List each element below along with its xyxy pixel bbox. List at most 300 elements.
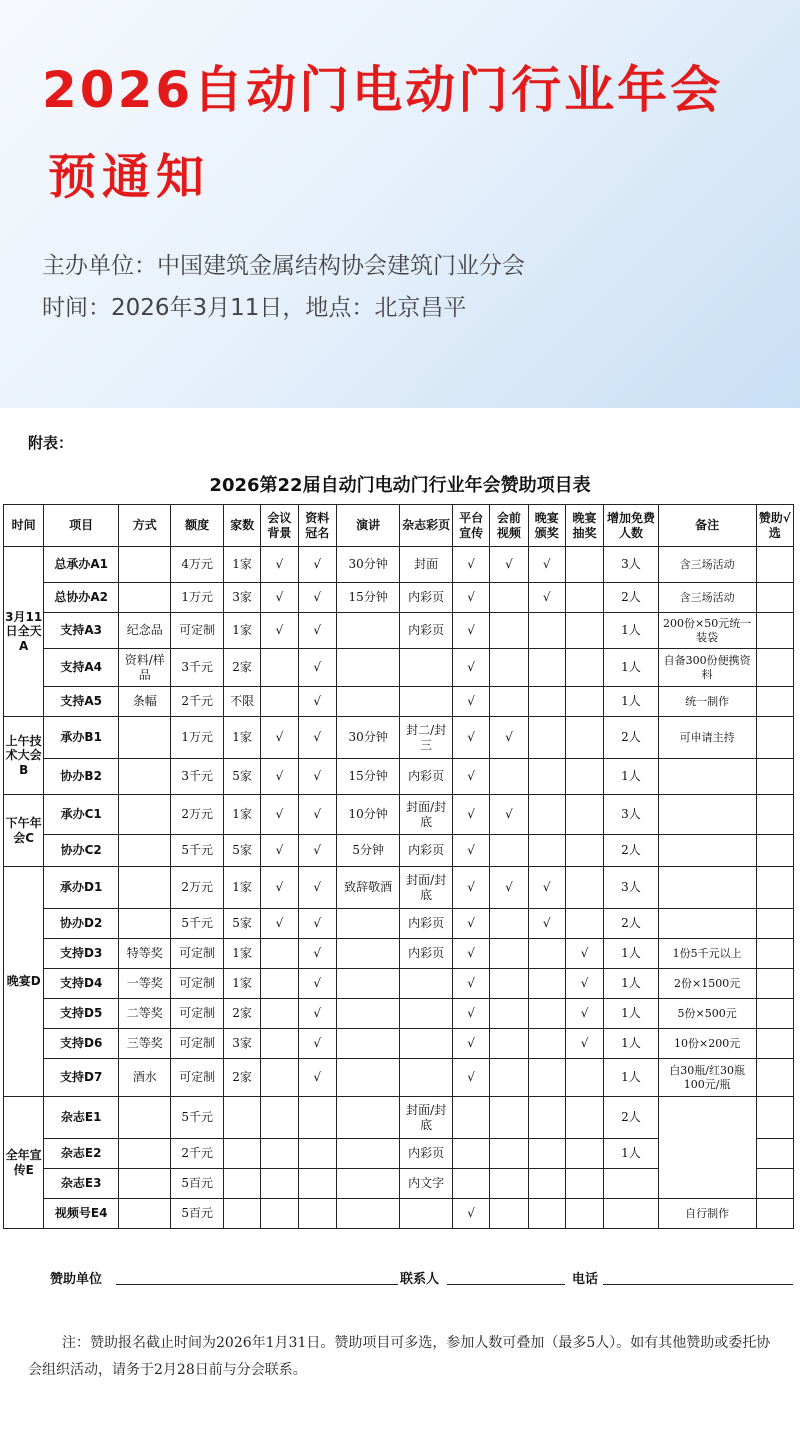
header-cell: 时间 <box>4 505 44 547</box>
bg-cell <box>261 1097 298 1139</box>
speech-cell: 15分钟 <box>336 583 400 613</box>
mag-cell: 内文字 <box>400 1169 452 1199</box>
note-cell <box>658 835 756 867</box>
amount-cell: 5千元 <box>171 835 223 867</box>
lottery-cell <box>565 1199 603 1229</box>
lottery-cell: √ <box>565 999 603 1029</box>
lottery-cell <box>565 547 603 583</box>
count-cell: 1家 <box>223 547 260 583</box>
video-cell <box>490 759 528 795</box>
amount-cell: 5千元 <box>171 909 223 939</box>
lottery-cell <box>565 1097 603 1139</box>
people-cell: 2人 <box>604 909 658 939</box>
phone-input-line[interactable] <box>603 1284 793 1285</box>
table-row <box>4 999 794 1029</box>
platform-cell: √ <box>452 717 489 759</box>
lottery-cell <box>565 1139 603 1169</box>
header-cell: 备注 <box>658 505 756 547</box>
table-row <box>4 909 794 939</box>
table-row <box>4 583 794 613</box>
award-cell <box>528 1059 565 1097</box>
item-cell: 承办C1 <box>44 795 119 835</box>
platform-cell: √ <box>452 583 489 613</box>
naming-cell: √ <box>298 583 336 613</box>
naming-cell: √ <box>298 687 336 717</box>
note-cell <box>658 1097 756 1199</box>
mag-cell: 内彩页 <box>400 1139 452 1169</box>
bg-cell: √ <box>261 835 298 867</box>
item-cell: 总承办A1 <box>44 547 119 583</box>
note-cell: 含三场活动 <box>658 583 756 613</box>
platform-cell <box>452 1169 489 1199</box>
naming-cell: √ <box>298 759 336 795</box>
method-cell: 一等奖 <box>119 969 171 999</box>
amount-cell: 可定制 <box>171 939 223 969</box>
video-cell <box>490 583 528 613</box>
speech-cell <box>336 649 400 687</box>
bg-cell: √ <box>261 795 298 835</box>
header-cell: 晚宴抽奖 <box>565 505 603 547</box>
table-row <box>4 1059 794 1097</box>
naming-cell <box>298 1097 336 1139</box>
lottery-cell <box>565 759 603 795</box>
select-checkbox-cell[interactable] <box>756 687 793 717</box>
speech-cell <box>336 999 400 1029</box>
award-cell <box>528 999 565 1029</box>
table-header-row <box>4 505 794 547</box>
platform-cell: √ <box>452 867 489 909</box>
bg-cell <box>261 969 298 999</box>
speech-cell <box>336 1029 400 1059</box>
count-cell: 1家 <box>223 717 260 759</box>
video-cell <box>490 613 528 649</box>
people-cell: 2人 <box>604 835 658 867</box>
header-cell: 项目 <box>44 505 119 547</box>
select-checkbox-cell[interactable] <box>756 867 793 909</box>
bg-cell <box>261 999 298 1029</box>
note-cell: 含三场活动 <box>658 547 756 583</box>
award-cell <box>528 795 565 835</box>
lottery-cell <box>565 909 603 939</box>
speech-cell <box>336 1059 400 1097</box>
platform-cell: √ <box>452 795 489 835</box>
attachment-label: 附表： <box>28 434 74 452</box>
mag-cell: 封二/封三 <box>400 717 452 759</box>
count-cell: 1家 <box>223 795 260 835</box>
people-cell: 1人 <box>604 939 658 969</box>
speech-cell <box>336 909 400 939</box>
bg-cell: √ <box>261 547 298 583</box>
count-cell: 1家 <box>223 613 260 649</box>
method-cell <box>119 909 171 939</box>
bg-cell: √ <box>261 583 298 613</box>
count-cell: 2家 <box>223 1059 260 1097</box>
bg-cell <box>261 1029 298 1059</box>
group-cell: 3月11日全天A <box>4 547 44 717</box>
select-checkbox-cell[interactable] <box>756 583 793 613</box>
page-title: 2026自动门电动门行业年会 <box>42 61 724 119</box>
mag-cell: 内彩页 <box>400 583 452 613</box>
contact-input-line[interactable] <box>447 1284 565 1285</box>
table-row <box>4 687 794 717</box>
item-cell: 支持D6 <box>44 1029 119 1059</box>
award-cell <box>528 613 565 649</box>
select-checkbox-cell[interactable] <box>756 939 793 969</box>
award-cell <box>528 835 565 867</box>
people-cell: 1人 <box>604 613 658 649</box>
header-banner <box>0 0 800 408</box>
method-cell: 条幅 <box>119 687 171 717</box>
lottery-cell <box>565 835 603 867</box>
award-cell <box>528 649 565 687</box>
video-cell <box>490 909 528 939</box>
speech-cell <box>336 1199 400 1229</box>
select-checkbox-cell[interactable] <box>756 999 793 1029</box>
lottery-cell <box>565 795 603 835</box>
naming-cell: √ <box>298 999 336 1029</box>
platform-cell: √ <box>452 1029 489 1059</box>
count-cell: 2家 <box>223 999 260 1029</box>
naming-cell: √ <box>298 795 336 835</box>
amount-cell: 3千元 <box>171 649 223 687</box>
mag-cell: 内彩页 <box>400 759 452 795</box>
method-cell <box>119 583 171 613</box>
method-cell <box>119 795 171 835</box>
mag-cell: 内彩页 <box>400 939 452 969</box>
amount-cell: 3千元 <box>171 759 223 795</box>
video-cell <box>490 1169 528 1199</box>
note-cell: 自备300份便携资料 <box>658 649 756 687</box>
method-cell: 酒水 <box>119 1059 171 1097</box>
note-cell: 自行制作 <box>658 1199 756 1229</box>
platform-cell: √ <box>452 909 489 939</box>
item-cell: 杂志E2 <box>44 1139 119 1169</box>
bg-cell <box>261 1199 298 1229</box>
amount-cell: 可定制 <box>171 1059 223 1097</box>
header-cell: 会前视频 <box>490 505 528 547</box>
item-cell: 支持D7 <box>44 1059 119 1097</box>
lottery-cell: √ <box>565 1029 603 1059</box>
video-cell <box>490 1059 528 1097</box>
platform-cell: √ <box>452 835 489 867</box>
header-cell: 方式 <box>119 505 171 547</box>
count-cell <box>223 1199 260 1229</box>
people-cell: 2人 <box>604 583 658 613</box>
count-cell: 3家 <box>223 583 260 613</box>
naming-cell: √ <box>298 835 336 867</box>
people-cell: 1人 <box>604 759 658 795</box>
mag-cell: 封面/封底 <box>400 867 452 909</box>
bg-cell: √ <box>261 613 298 649</box>
item-cell: 协办B2 <box>44 759 119 795</box>
item-cell: 视频号E4 <box>44 1199 119 1229</box>
item-cell: 支持A3 <box>44 613 119 649</box>
amount-cell: 5百元 <box>171 1169 223 1199</box>
count-cell: 1家 <box>223 867 260 909</box>
table-row <box>4 1029 794 1059</box>
header-cell: 杂志彩页 <box>400 505 452 547</box>
platform-cell <box>452 1139 489 1169</box>
mag-cell <box>400 687 452 717</box>
note-cell: 可申请主持 <box>658 717 756 759</box>
mag-cell: 内彩页 <box>400 835 452 867</box>
amount-cell: 4万元 <box>171 547 223 583</box>
naming-cell <box>298 1139 336 1169</box>
select-checkbox-cell[interactable] <box>756 717 793 759</box>
lottery-cell <box>565 1169 603 1199</box>
count-cell: 5家 <box>223 759 260 795</box>
naming-cell <box>298 1199 336 1229</box>
count-cell: 不限 <box>223 687 260 717</box>
count-cell <box>223 1097 260 1139</box>
amount-cell: 1万元 <box>171 583 223 613</box>
count-cell: 2家 <box>223 649 260 687</box>
video-cell <box>490 969 528 999</box>
people-cell: 1人 <box>604 1139 658 1169</box>
platform-cell: √ <box>452 939 489 969</box>
amount-cell: 1万元 <box>171 717 223 759</box>
award-cell <box>528 1097 565 1139</box>
video-cell <box>490 1199 528 1229</box>
header-cell: 资料冠名 <box>298 505 336 547</box>
platform-cell: √ <box>452 649 489 687</box>
item-cell: 支持D5 <box>44 999 119 1029</box>
lottery-cell <box>565 583 603 613</box>
lottery-cell: √ <box>565 939 603 969</box>
header-cell: 额度 <box>171 505 223 547</box>
select-checkbox-cell[interactable] <box>756 759 793 795</box>
select-checkbox-cell[interactable] <box>756 1169 793 1199</box>
method-cell <box>119 1169 171 1199</box>
table-row <box>4 939 794 969</box>
bg-cell <box>261 1139 298 1169</box>
award-cell: √ <box>528 547 565 583</box>
award-cell <box>528 717 565 759</box>
video-cell <box>490 1097 528 1139</box>
mag-cell <box>400 1029 452 1059</box>
method-cell <box>119 835 171 867</box>
platform-cell: √ <box>452 759 489 795</box>
mag-cell: 封面/封底 <box>400 1097 452 1139</box>
select-checkbox-cell[interactable] <box>756 835 793 867</box>
method-cell <box>119 1097 171 1139</box>
amount-cell: 可定制 <box>171 613 223 649</box>
select-checkbox-cell[interactable] <box>756 547 793 583</box>
table-row <box>4 969 794 999</box>
amount-cell: 2万元 <box>171 867 223 909</box>
people-cell: 3人 <box>604 547 658 583</box>
amount-cell: 可定制 <box>171 1029 223 1059</box>
header-cell: 平台宣传 <box>452 505 489 547</box>
mag-cell <box>400 649 452 687</box>
group-cell: 全年宣传E <box>4 1097 44 1229</box>
item-cell: 杂志E3 <box>44 1169 119 1199</box>
video-cell <box>490 835 528 867</box>
lottery-cell <box>565 687 603 717</box>
award-cell <box>528 1169 565 1199</box>
method-cell <box>119 867 171 909</box>
select-checkbox-cell[interactable] <box>756 1097 793 1139</box>
note-cell <box>658 795 756 835</box>
award-cell <box>528 759 565 795</box>
video-cell <box>490 939 528 969</box>
speech-cell: 5分钟 <box>336 835 400 867</box>
method-cell <box>119 1139 171 1169</box>
table-row <box>4 867 794 909</box>
header-cell: 会议背景 <box>261 505 298 547</box>
naming-cell: √ <box>298 547 336 583</box>
select-checkbox-cell[interactable] <box>756 909 793 939</box>
bg-cell: √ <box>261 717 298 759</box>
mag-cell <box>400 1199 452 1229</box>
bg-cell: √ <box>261 867 298 909</box>
table-row <box>4 759 794 795</box>
award-cell <box>528 1029 565 1059</box>
group-cell: 上午技术大会B <box>4 717 44 795</box>
header-cell: 增加免费人数 <box>604 505 658 547</box>
people-cell: 1人 <box>604 649 658 687</box>
time-place-text: 时间：2026年3月11日，地点：北京昌平 <box>42 295 467 321</box>
method-cell <box>119 759 171 795</box>
speech-cell: 15分钟 <box>336 759 400 795</box>
amount-cell: 2万元 <box>171 795 223 835</box>
method-cell <box>119 1199 171 1229</box>
lottery-cell: √ <box>565 969 603 999</box>
speech-cell <box>336 939 400 969</box>
method-cell: 三等奖 <box>119 1029 171 1059</box>
lottery-cell <box>565 717 603 759</box>
page-subtitle: 预通知 <box>48 149 211 205</box>
footnote: 注：赞助报名截止时间为2026年1月31日。赞助项目可多选，参加人数可叠加（最多5人）。如有其他赞助或委托协会组织活动，请务于2月28日前与分会联系。 <box>28 1335 771 1378</box>
select-checkbox-cell[interactable] <box>756 1059 793 1097</box>
bg-cell <box>261 649 298 687</box>
count-cell: 5家 <box>223 835 260 867</box>
video-cell <box>490 649 528 687</box>
speech-cell <box>336 1097 400 1139</box>
method-cell: 特等奖 <box>119 939 171 969</box>
select-checkbox-cell[interactable] <box>756 1139 793 1169</box>
item-cell: 协办D2 <box>44 909 119 939</box>
select-checkbox-cell[interactable] <box>756 649 793 687</box>
people-cell <box>604 1199 658 1229</box>
naming-cell: √ <box>298 939 336 969</box>
header-cell: 赞助√选 <box>756 505 793 547</box>
note-cell: 白30瓶/红30瓶 100元/瓶 <box>658 1059 756 1097</box>
amount-cell: 5千元 <box>171 1097 223 1139</box>
contact-label: 联系人 <box>400 1272 440 1287</box>
naming-cell: √ <box>298 1029 336 1059</box>
sponsor-input-line[interactable] <box>116 1284 398 1285</box>
people-cell: 3人 <box>604 795 658 835</box>
naming-cell: √ <box>298 717 336 759</box>
table-row <box>4 717 794 759</box>
people-cell: 1人 <box>604 687 658 717</box>
note-cell: 200份×50元统一装袋 <box>658 613 756 649</box>
video-cell <box>490 1029 528 1059</box>
bg-cell: √ <box>261 909 298 939</box>
bg-cell <box>261 1169 298 1199</box>
naming-cell: √ <box>298 867 336 909</box>
lottery-cell <box>565 649 603 687</box>
platform-cell: √ <box>452 999 489 1029</box>
group-cell: 晚宴D <box>4 867 44 1097</box>
table-row <box>4 1199 794 1229</box>
speech-cell <box>336 687 400 717</box>
mag-cell: 内彩页 <box>400 909 452 939</box>
sponsor-label: 赞助单位 <box>50 1272 103 1287</box>
amount-cell: 5百元 <box>171 1199 223 1229</box>
phone-label: 电话 <box>572 1272 599 1287</box>
mag-cell <box>400 999 452 1029</box>
lottery-cell <box>565 867 603 909</box>
item-cell: 支持D4 <box>44 969 119 999</box>
table-row <box>4 547 794 583</box>
note-cell: 统一制作 <box>658 687 756 717</box>
naming-cell: √ <box>298 613 336 649</box>
platform-cell <box>452 1097 489 1139</box>
bg-cell: √ <box>261 759 298 795</box>
count-cell <box>223 1169 260 1199</box>
bg-cell <box>261 939 298 969</box>
note-cell <box>658 759 756 795</box>
people-cell: 1人 <box>604 969 658 999</box>
item-cell: 承办D1 <box>44 867 119 909</box>
lottery-cell <box>565 613 603 649</box>
header-cell: 晚宴颁奖 <box>528 505 565 547</box>
select-checkbox-cell[interactable] <box>756 1029 793 1059</box>
video-cell: √ <box>490 547 528 583</box>
naming-cell: √ <box>298 909 336 939</box>
table-row <box>4 795 794 835</box>
note-cell: 1份5千元以上 <box>658 939 756 969</box>
item-cell: 支持D3 <box>44 939 119 969</box>
award-cell: √ <box>528 909 565 939</box>
platform-cell: √ <box>452 687 489 717</box>
select-checkbox-cell[interactable] <box>756 969 793 999</box>
people-cell: 1人 <box>604 999 658 1029</box>
speech-cell <box>336 613 400 649</box>
count-cell: 3家 <box>223 1029 260 1059</box>
award-cell <box>528 939 565 969</box>
table-row <box>4 835 794 867</box>
count-cell <box>223 1139 260 1169</box>
platform-cell: √ <box>452 1199 489 1229</box>
note-cell: 5份×500元 <box>658 999 756 1029</box>
item-cell: 承办B1 <box>44 717 119 759</box>
people-cell: 3人 <box>604 867 658 909</box>
lottery-cell <box>565 1059 603 1097</box>
select-checkbox-cell[interactable] <box>756 795 793 835</box>
select-checkbox-cell[interactable] <box>756 613 793 649</box>
table-row <box>4 613 794 649</box>
group-cell: 下午年会C <box>4 795 44 867</box>
award-cell <box>528 687 565 717</box>
method-cell: 纪念品 <box>119 613 171 649</box>
table-row <box>4 649 794 687</box>
select-checkbox-cell[interactable] <box>756 1199 793 1229</box>
award-cell <box>528 1139 565 1169</box>
video-cell: √ <box>490 795 528 835</box>
video-cell <box>490 687 528 717</box>
people-cell: 2人 <box>604 1097 658 1139</box>
naming-cell <box>298 1169 336 1199</box>
award-cell: √ <box>528 583 565 613</box>
amount-cell: 可定制 <box>171 969 223 999</box>
item-cell: 杂志E1 <box>44 1097 119 1139</box>
video-cell <box>490 1139 528 1169</box>
naming-cell: √ <box>298 649 336 687</box>
people-cell: 1人 <box>604 1029 658 1059</box>
